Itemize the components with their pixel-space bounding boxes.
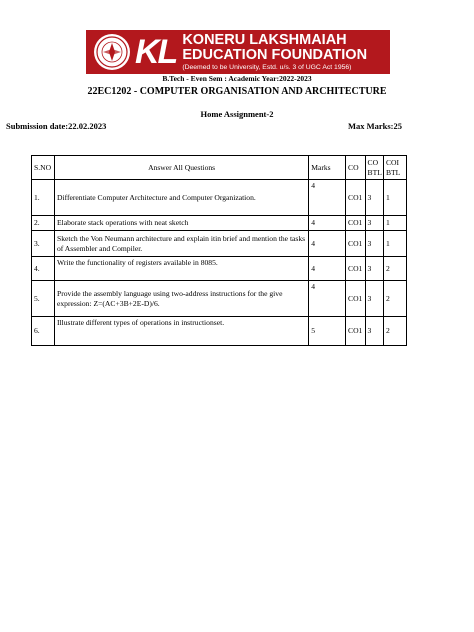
row-question: Write the functionality of registers available in 8085. [55, 257, 309, 281]
row-co: CO1 [346, 317, 366, 346]
row-marks: 4 [309, 257, 346, 281]
row-sno: 2. [32, 216, 55, 231]
header-co-btl: CO BTL [365, 156, 383, 180]
row-co: CO1 [346, 231, 366, 257]
course-title: 22EC1202 - COMPUTER ORGANISATION AND ARCHITECTURE [87, 86, 387, 97]
header-marks: Marks [309, 156, 346, 180]
row-coi-btl: 2 [383, 317, 406, 346]
header-sno: S.NO [32, 156, 55, 180]
table-row [32, 180, 407, 216]
table-header-row [32, 156, 407, 180]
header-question: Answer All Questions [55, 156, 309, 180]
max-marks: Max Marks:25 [347, 121, 402, 131]
row-marks: 4 [309, 281, 346, 317]
row-coi-btl: 1 [383, 180, 406, 216]
row-co-btl: 3 [365, 180, 383, 216]
header-coi-btl: COI BTL [383, 156, 406, 180]
row-sno: 5. [32, 281, 55, 317]
questions-table [31, 155, 407, 346]
academic-year-line: B.Tech - Even Sem : Academic Year:2022-2023 [162, 74, 312, 83]
row-question: Illustrate different types of operations in instructionset. [55, 317, 309, 346]
row-marks: 4 [309, 180, 346, 216]
row-sno: 1. [32, 180, 55, 216]
row-coi-btl: 1 [383, 216, 406, 231]
row-co: CO1 [346, 281, 366, 317]
row-co: CO1 [346, 216, 366, 231]
row-coi-btl: 1 [383, 231, 406, 257]
row-question: Elaborate stack operations with neat sketch [55, 216, 309, 231]
table-row [32, 257, 407, 281]
row-co-btl: 3 [365, 281, 383, 317]
kl-logo-letters: KL [135, 33, 177, 71]
deemed-university-caption: DEEMED TO BE UNIVERSITY [180, 96, 249, 102]
university-emblem-icon [92, 32, 132, 72]
row-co-btl: 3 [365, 216, 383, 231]
row-sno: 3. [32, 231, 55, 257]
assignment-title: Home Assignment-2 [200, 109, 274, 119]
row-co: CO1 [346, 180, 366, 216]
row-marks: 5 [309, 317, 346, 346]
org-deemed-note: (Deemed to be University, Estd. u/s. 3 of UGC Act 1956) [182, 63, 352, 71]
org-name-line1: KONERU LAKSHMAIAH [182, 31, 347, 48]
org-name-line2: EDUCATION FOUNDATION [182, 46, 368, 63]
row-co-btl: 3 [365, 231, 383, 257]
table-row [32, 216, 407, 231]
header-co: CO [346, 156, 366, 180]
row-marks: 4 [309, 231, 346, 257]
row-coi-btl: 2 [383, 281, 406, 317]
row-coi-btl: 2 [383, 257, 406, 281]
table-row [32, 317, 407, 346]
row-question: Sketch the Von Neumann architecture and explain itin brief and mention the tasks of Assembler and Compiler. [55, 231, 309, 257]
row-sno: 4. [32, 257, 55, 281]
row-co-btl: 3 [365, 317, 383, 346]
organization-name-block [182, 33, 367, 72]
row-marks: 4 [309, 216, 346, 231]
row-sno: 6. [32, 317, 55, 346]
table-row [32, 281, 407, 317]
row-co: CO1 [346, 257, 366, 281]
submission-date: Submission date:22.02.2023 [6, 121, 107, 131]
table-row [32, 231, 407, 257]
row-co-btl: 3 [365, 257, 383, 281]
row-question: Provide the assembly language using two-address instructions for the give expression: Z=(AC+3B+2E-D)/6. [55, 281, 309, 317]
row-question: Differentiate Computer Architecture and Computer Organization. [55, 180, 309, 216]
